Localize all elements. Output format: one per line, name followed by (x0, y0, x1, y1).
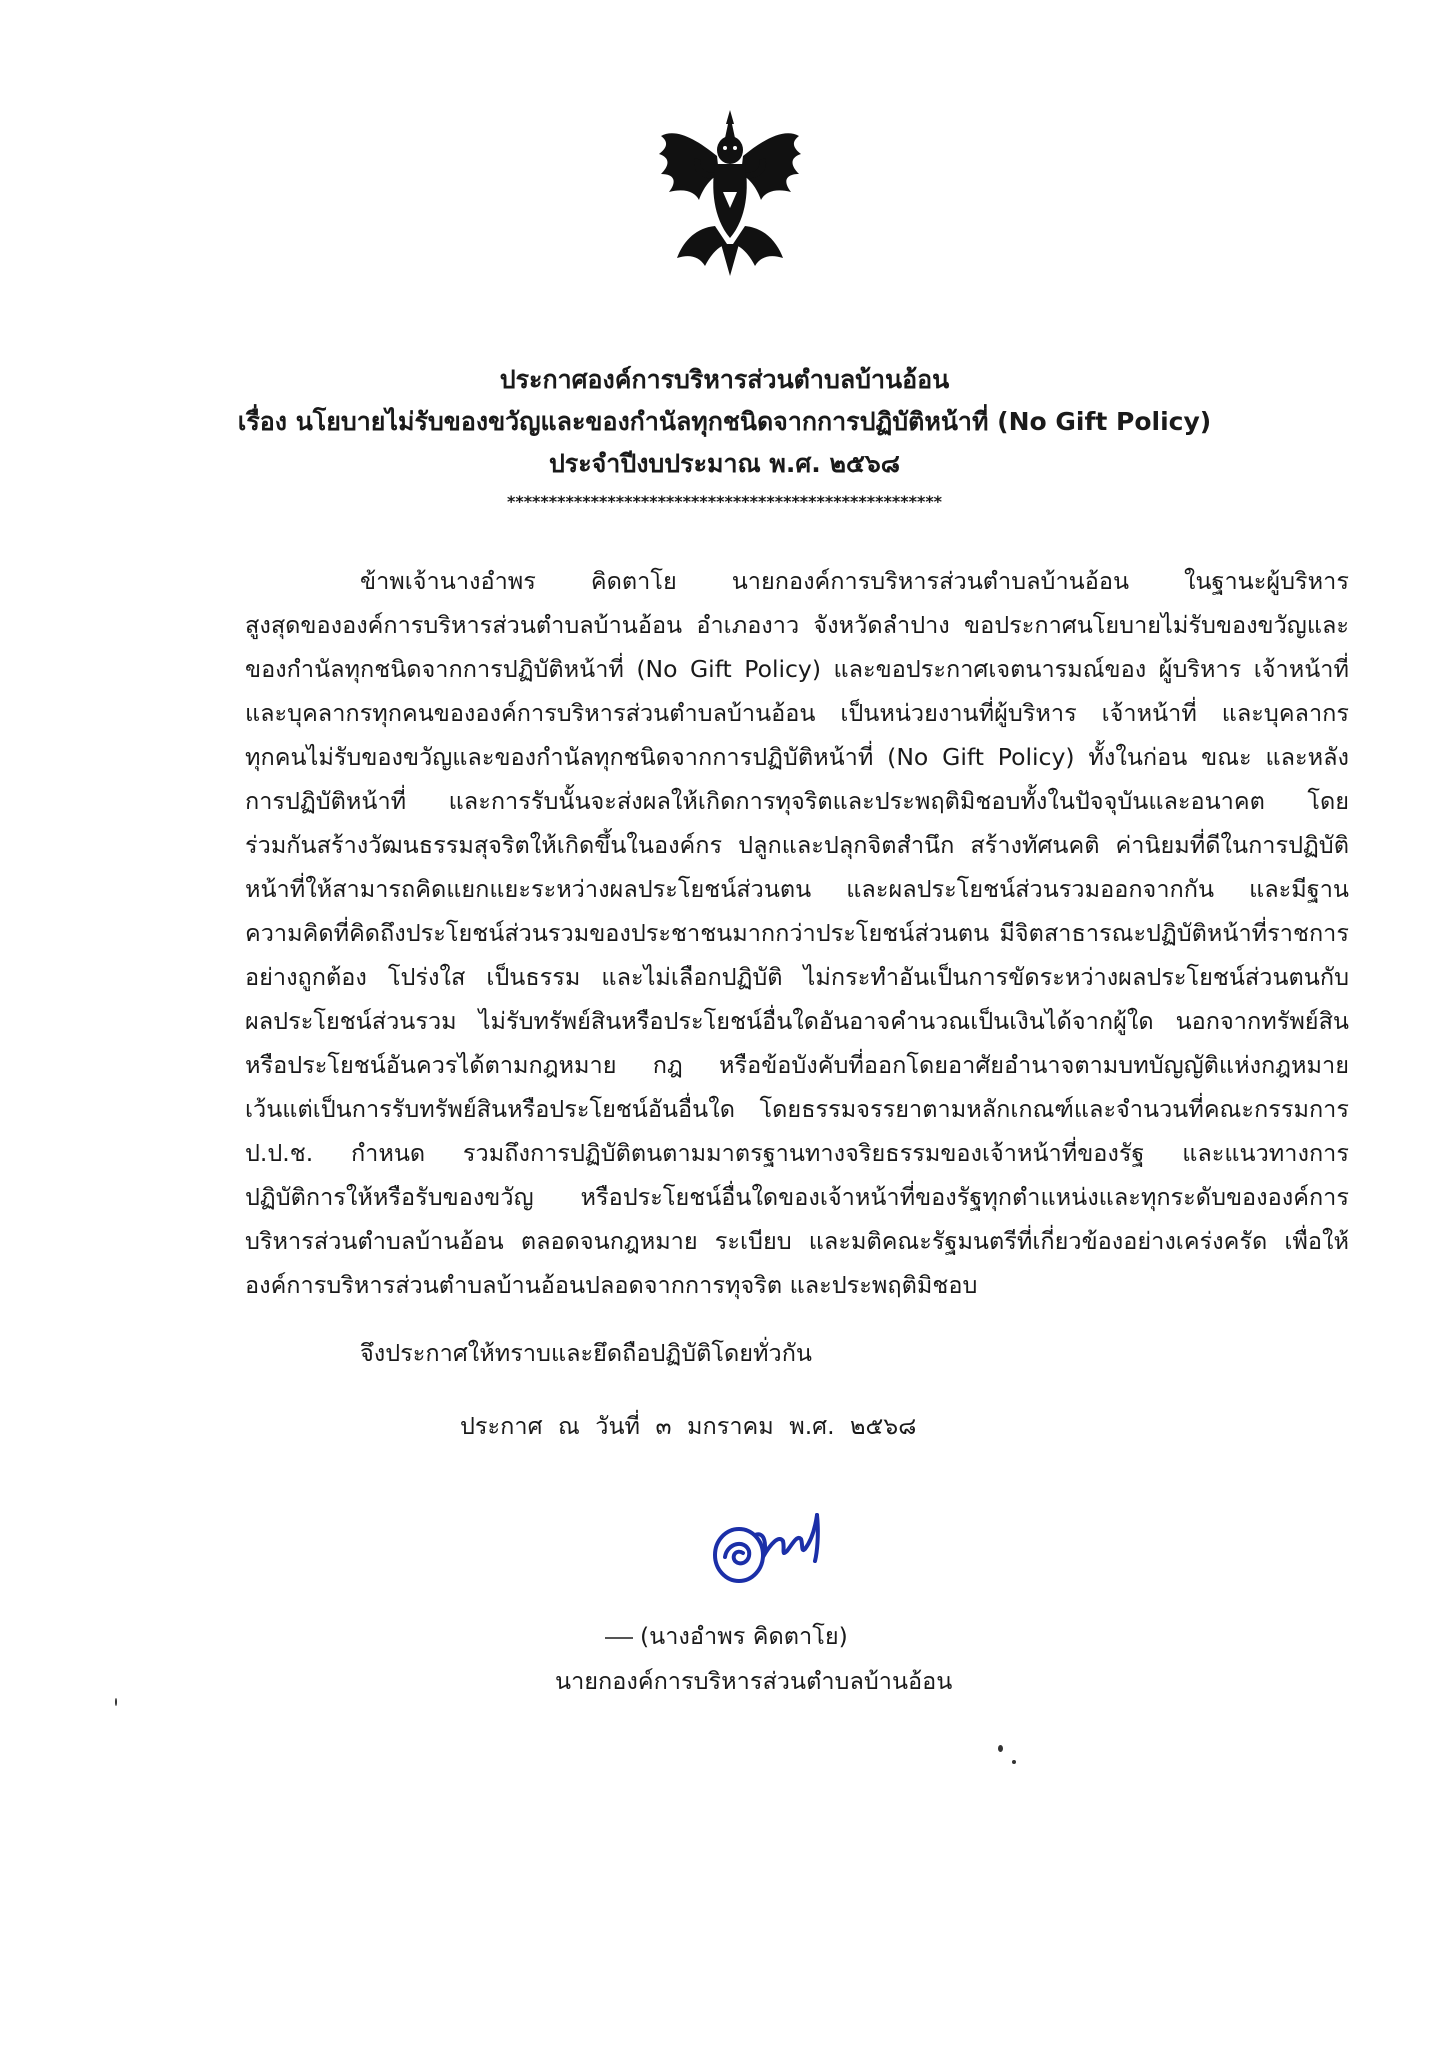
signatory-title: นายกองค์การบริหารส่วนตำบลบ้านอ้อน (555, 1667, 953, 1695)
announcement-date: ประกาศ ณ วันที่ ๓ มกราคม พ.ศ. ๒๕๖๘ (460, 1412, 917, 1440)
body-line: ทุกคนไม่รับของขวัญและของกำนัลทุกชนิดจากการปฏิบัติหน้าที่ (No Gift Policy) ทั้งในก่อน ขณะ และหลัง (245, 743, 1349, 771)
signature-icon (705, 1505, 845, 1595)
body-line: การปฏิบัติหน้าที่ และการรับนั้นจะส่งผลให้เกิดการทุจริตและประพฤติมิชอบทั้งในปัจจุบันและอนาคต โดย (245, 787, 1349, 815)
body-line: ผลประโยชน์ส่วนรวม ไม่รับทรัพย์สินหรือประโยชน์อื่นใดอันอาจคำนวณเป็นเงินได้จากผู้ใด นอกจากทรัพย์สิน (245, 1007, 1349, 1035)
body-line: ป.ป.ช. กำหนด รวมถึงการปฏิบัติตนตามมาตรฐานทางจริยธรรมของเจ้าหน้าที่ของรัฐ และแนวทางการ (245, 1139, 1349, 1167)
body-line: สูงสุดขององค์การบริหารส่วนตำบลบ้านอ้อน อำเภองาว จังหวัดลำปาง ขอประกาศนโยบายไม่รับของขวัญและ (245, 611, 1349, 639)
document-subject: เรื่อง นโยบายไม่รับของขวัญและของกำนัลทุกชนิดจากการปฏิบัติหน้าที่ (No Gift Policy) (237, 407, 1212, 436)
garuda-emblem-icon (655, 108, 805, 278)
signature-dash (605, 1637, 633, 1639)
body-line: ร่วมกันสร้างวัฒนธรรมสุจริตให้เกิดขึ้นในองค์กร ปลูกและปลุกจิตสำนึก สร้างทัศนคติ ค่านิยมที่ดีในการปฏิบัติ (245, 831, 1349, 859)
scan-speck (115, 1698, 117, 1706)
body-line: เว้นแต่เป็นการรับทรัพย์สินหรือประโยชน์อันอื่นใด โดยธรรมจรรยาตามหลักเกณฑ์และจำนวนที่คณะกรรมการ (245, 1095, 1349, 1123)
body-line: ความคิดที่คิดถึงประโยชน์ส่วนรวมของประชาชนมากกว่าประโยชน์ส่วนตน มีจิตสาธารณะปฏิบัติหน้าที่ราชการ (245, 919, 1349, 947)
fiscal-year-line: ประจำปีงบประมาณ พ.ศ. ๒๕๖๘ (548, 449, 901, 478)
body-line: ข้าพเจ้านางอำพร คิดตาโย นายกองค์การบริหารส่วนตำบลบ้านอ้อน ในฐานะผู้บริหาร (360, 567, 1349, 595)
document-title: ประกาศองค์การบริหารส่วนตำบลบ้านอ้อน (499, 365, 950, 394)
body-line: หรือประโยชน์อันควรได้ตามกฎหมาย กฎ หรือข้อบังคับที่ออกโดยอาศัยอำนาจตามบทบัญญัติแห่งกฎหมาย (245, 1051, 1349, 1079)
scan-speck (1012, 1760, 1016, 1764)
signatory-name: (นางอำพร คิดตาโย) (640, 1622, 848, 1650)
body-line: องค์การบริหารส่วนตำบลบ้านอ้อนปลอดจากการทุจริต และประพฤติมิชอบ (245, 1271, 978, 1299)
body-line: ของกำนัลทุกชนิดจากการปฏิบัติหน้าที่ (No Gift Policy) และขอประกาศเจตนารมณ์ของ ผู้บริหาร เจ้าหน้าที่ (245, 655, 1349, 683)
body-line: อย่างถูกต้อง โปร่งใส เป็นธรรม และไม่เลือกปฏิบัติ ไม่กระทำอันเป็นการขัดระหว่างผลประโยชน์ส่วนตนกับ (245, 963, 1349, 991)
closing-statement: จึงประกาศให้ทราบและยึดถือปฏิบัติโดยทั่วกัน (360, 1339, 812, 1367)
body-line: บริหารส่วนตำบลบ้านอ้อน ตลอดจนกฎหมาย ระเบียบ และมติคณะรัฐมนตรีที่เกี่ยวข้องอย่างเคร่งครัด เพื่อให้ (245, 1227, 1349, 1255)
body-line: และบุคลากรทุกคนขององค์การบริหารส่วนตำบลบ้านอ้อน เป็นหน่วยงานที่ผู้บริหาร เจ้าหน้าที่ และบุคลากร (245, 699, 1349, 727)
body-line: ปฏิบัติการให้หรือรับของขวัญ หรือประโยชน์อื่นใดของเจ้าหน้าที่ของรัฐทุกตำแหน่งและทุกระดับขององค์การ (245, 1183, 1349, 1211)
scan-speck (998, 1745, 1003, 1752)
separator-line: **************************************************** (506, 492, 943, 511)
body-line: หน้าที่ให้สามารถคิดแยกแยะระหว่างผลประโยชน์ส่วนตน และผลประโยชน์ส่วนรวมออกจากกัน และมีฐาน (245, 875, 1349, 903)
